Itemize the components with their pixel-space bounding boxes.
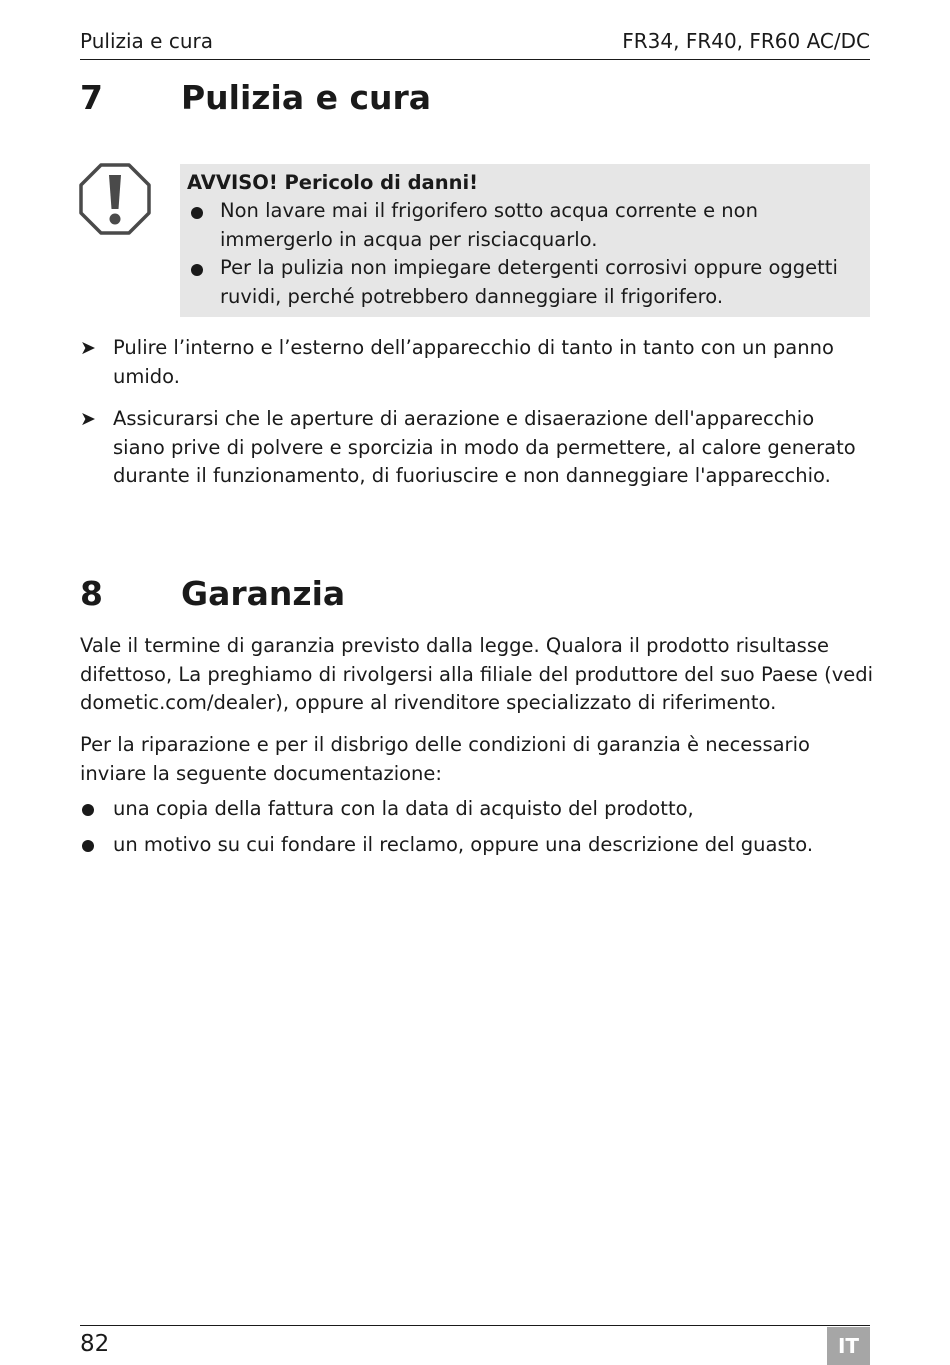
- warranty-paragraph: Per la riparazione e per il disbrigo delle condizioni di garanzia è necessario inviare la seguente documentazione:: [80, 733, 810, 785]
- bullet-dot-icon: [82, 840, 94, 852]
- section-8-number: 8: [80, 574, 103, 613]
- section-7-title: Pulizia e cura: [181, 78, 432, 117]
- warning-item-text: Non lavare mai il frigorifero sotto acqua corrente e non immergerlo in acqua per risciacquarlo.: [220, 199, 758, 251]
- arrow-right-icon: ➤: [80, 408, 96, 430]
- warning-notice-box: [180, 164, 870, 317]
- bullet-dot-icon: [82, 804, 94, 816]
- running-header-models: FR34, FR40, FR60 AC/DC: [622, 29, 870, 53]
- running-header-section: Pulizia e cura: [80, 29, 213, 53]
- warning-item: [187, 197, 862, 254]
- bullet-dot-icon: [191, 264, 203, 276]
- bullet-dot-icon: [191, 207, 203, 219]
- document-list-item-text: una copia della fattura con la data di acquisto del prodotto,: [113, 797, 694, 820]
- exclamation-octagon-icon: [79, 163, 151, 235]
- footer-divider: [80, 1325, 870, 1326]
- warning-title: AVVISO! Pericolo di danni!: [187, 171, 479, 194]
- section-7-number: 7: [80, 78, 103, 117]
- arrow-right-icon: ➤: [80, 337, 96, 359]
- warning-item: [187, 254, 862, 311]
- section-8-title: Garanzia: [181, 574, 346, 613]
- instruction-step: [80, 334, 870, 391]
- page-number: 82: [80, 1331, 110, 1357]
- instruction-step: [80, 405, 870, 491]
- header-divider: [80, 59, 870, 60]
- document-list-item: [80, 795, 870, 824]
- document-list-item: [80, 831, 870, 860]
- instruction-step-text: Pulire l’interno e l’esterno dell’apparecchio di tanto in tanto con un panno umido.: [113, 336, 834, 388]
- warning-item-text: Per la pulizia non impiegare detergenti corrosivi oppure oggetti ruvidi, perché potrebbero danneggiare il frigorifero.: [220, 256, 838, 308]
- document-list-item-text: un motivo su cui fondare il reclamo, oppure una descrizione del guasto.: [113, 833, 814, 856]
- instruction-step-text: Assicurarsi che le aperture di aerazione e disaerazione dell'apparecchio siano prive di polvere e sporcizia in modo da permettere, al calore generato durante il funzionamento, di fuoriuscire e non danneggiare l'apparecchio.: [113, 407, 856, 487]
- language-badge: IT: [827, 1327, 870, 1365]
- warranty-paragraph: Vale il termine di garanzia previsto dalla legge. Qualora il prodotto risultasse difettoso, La preghiamo di rivolgersi alla filiale del produttore del suo Paese (vedi dometic.com/dealer), oppure al rivenditore specializzato di riferimento.: [80, 634, 874, 714]
